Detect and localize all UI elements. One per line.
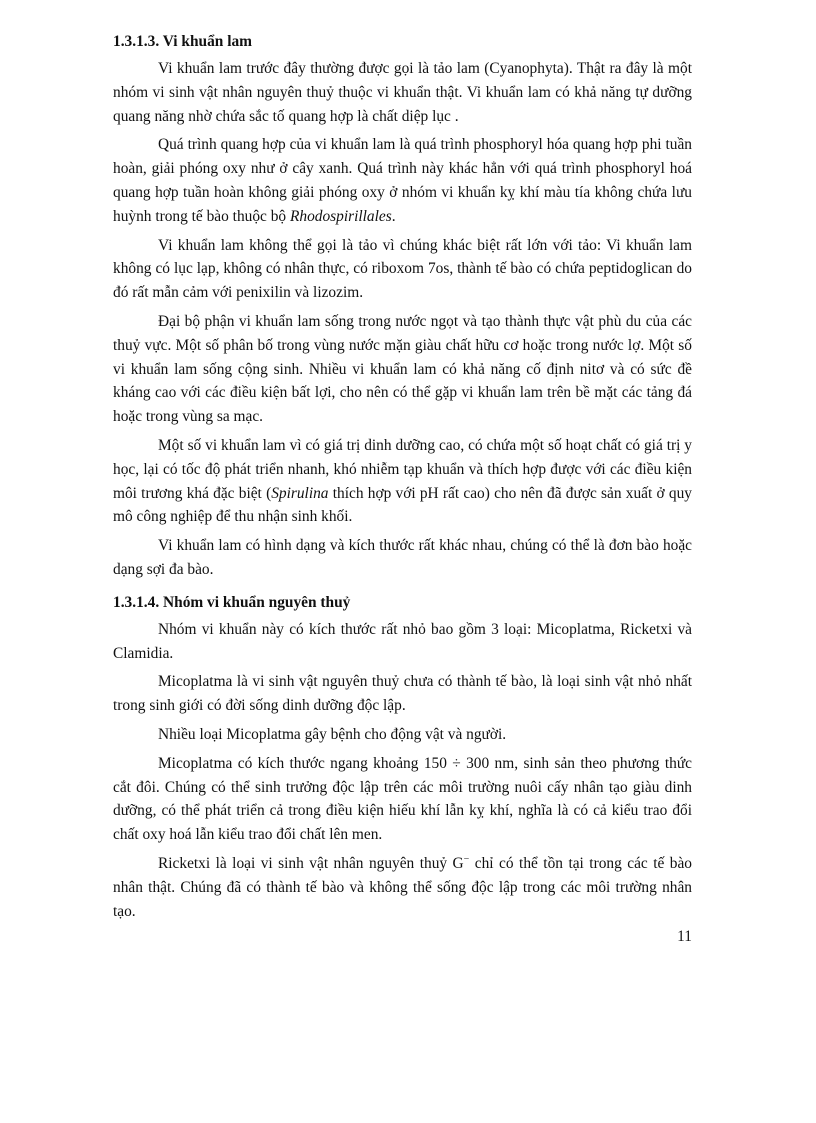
paragraph bbox=[113, 133, 692, 228]
italic-term: Rhodospirillales bbox=[289, 207, 392, 225]
paragraph bbox=[113, 852, 692, 923]
page-number: 11 bbox=[677, 928, 692, 945]
paragraph bbox=[113, 434, 692, 529]
text-run: thích hợp với pH rất cao) cho nên đã được sản xuất ở quy mô công nghiệp để thu nhận sinh khối. bbox=[113, 484, 692, 526]
paragraph: Đại bộ phận vi khuẩn lam sống trong nước ngọt và tạo thành thực vật phù du của các thuỷ vực. Một số phân bố trong vùng nước mặn giàu chất hữu cơ hoặc trong nước lợ. Một số vi khuẩn lam sống cộng sinh. Nhiều vi khuẩn lam có khả năng cố định nitơ và có sức đề kháng cao với các điều kiện bất lợi, cho nên có thể gặp vi khuẩn lam trên bề mặt các tảng đá hoặc trong vùng sa mạc. bbox=[113, 312, 692, 426]
text-run: Một số vi khuẩn lam vì có giá trị dinh dưỡng cao, có chứa một số hoạt chất có giá trị y học, lại có tốc độ phát triển nhanh, khó nhiễm tạp khuẩn và thích hợp được với các điều kiện môi trương khá đặc biệt ( bbox=[113, 436, 692, 502]
text-run: Ricketxi là loại vi sinh vật nhân nguyên thuỷ G bbox=[158, 854, 464, 872]
paragraph: Micoplatma là vi sinh vật nguyên thuỷ chưa có thành tế bào, là loại sinh vật nhỏ nhất trong sinh giới có đời sống dinh dưỡng độc lập. bbox=[113, 673, 692, 715]
paragraph: Vi khuẩn lam không thể gọi là tảo vì chúng khác biệt rất lớn với tảo: Vi khuẩn lam không có lục lạp, không có nhân thực, có riboxom 7os, thành tế bào có chứa peptidoglican do đó rất mẫn cảm với penixilin và lizozim. bbox=[113, 236, 692, 302]
paragraph: Micoplatma có kích thước ngang khoảng 150 ÷ 300 nm, sinh sản theo phương thức cắt đôi. Chúng có thể sinh trưởng độc lập trên các môi trường nuôi cấy nhân tạo giàu dinh dưỡng, có thể phát triển cả trong điều kiện hiếu khí lẫn kỵ khí, nghĩa là có cả kiểu trao đổi chất oxy hoá lẫn kiểu trao đổi chất lên men. bbox=[113, 754, 692, 844]
paragraph: Nhóm vi khuẩn này có kích thước rất nhỏ bao gồm 3 loại: Micoplatma, Ricketxi và Clamidia. bbox=[113, 620, 692, 662]
paragraph: Nhiều loại Micoplatma gây bệnh cho động vật và người. bbox=[158, 725, 507, 743]
page-content bbox=[113, 30, 692, 928]
italic-term: Spirulina bbox=[271, 484, 329, 502]
text-run: . bbox=[391, 207, 396, 225]
text-run: Quá trình quang hợp của vi khuẩn lam là quá trình phosphoryl hóa quang hợp phi tuần hoàn, giải phóng oxy như ở cây xanh. Quá trình này khác hẳn với quá trình phosphoryl hoá quang hợp tuần hoàn không giải phóng oxy ở nhóm vi khuẩn kỵ khí màu tía không chứa lưu huỳnh trong tế bào thuộc bộ bbox=[113, 136, 692, 225]
superscript: − bbox=[463, 853, 470, 865]
paragraph: Vi khuẩn lam có hình dạng và kích thước rất khác nhau, chúng có thể là đơn bào hoặc dạng sợi đa bào. bbox=[113, 537, 692, 578]
paragraph: Vi khuẩn lam trước đây thường được gọi là tảo lam (Cyanophyta). Thật ra đây là một nhóm vi sinh vật nhân nguyên thuỷ thuộc vi khuẩn thật. Vi khuẩn lam có khả năng tự dưỡng quang năng nhờ chứa sắc tố quang hợp là chất diệp lục . bbox=[113, 60, 692, 125]
section-heading: 1.3.1.3. Vi khuẩn lam bbox=[113, 33, 252, 50]
section-heading: 1.3.1.4. Nhóm vi khuẩn nguyên thuỷ bbox=[113, 593, 351, 611]
text-run: chỉ có thể tồn tại trong các tế bào nhân thật. Chúng đã có thành tế bào và không thể sống độc lập trong các môi trường nhân tạo. bbox=[113, 854, 693, 920]
